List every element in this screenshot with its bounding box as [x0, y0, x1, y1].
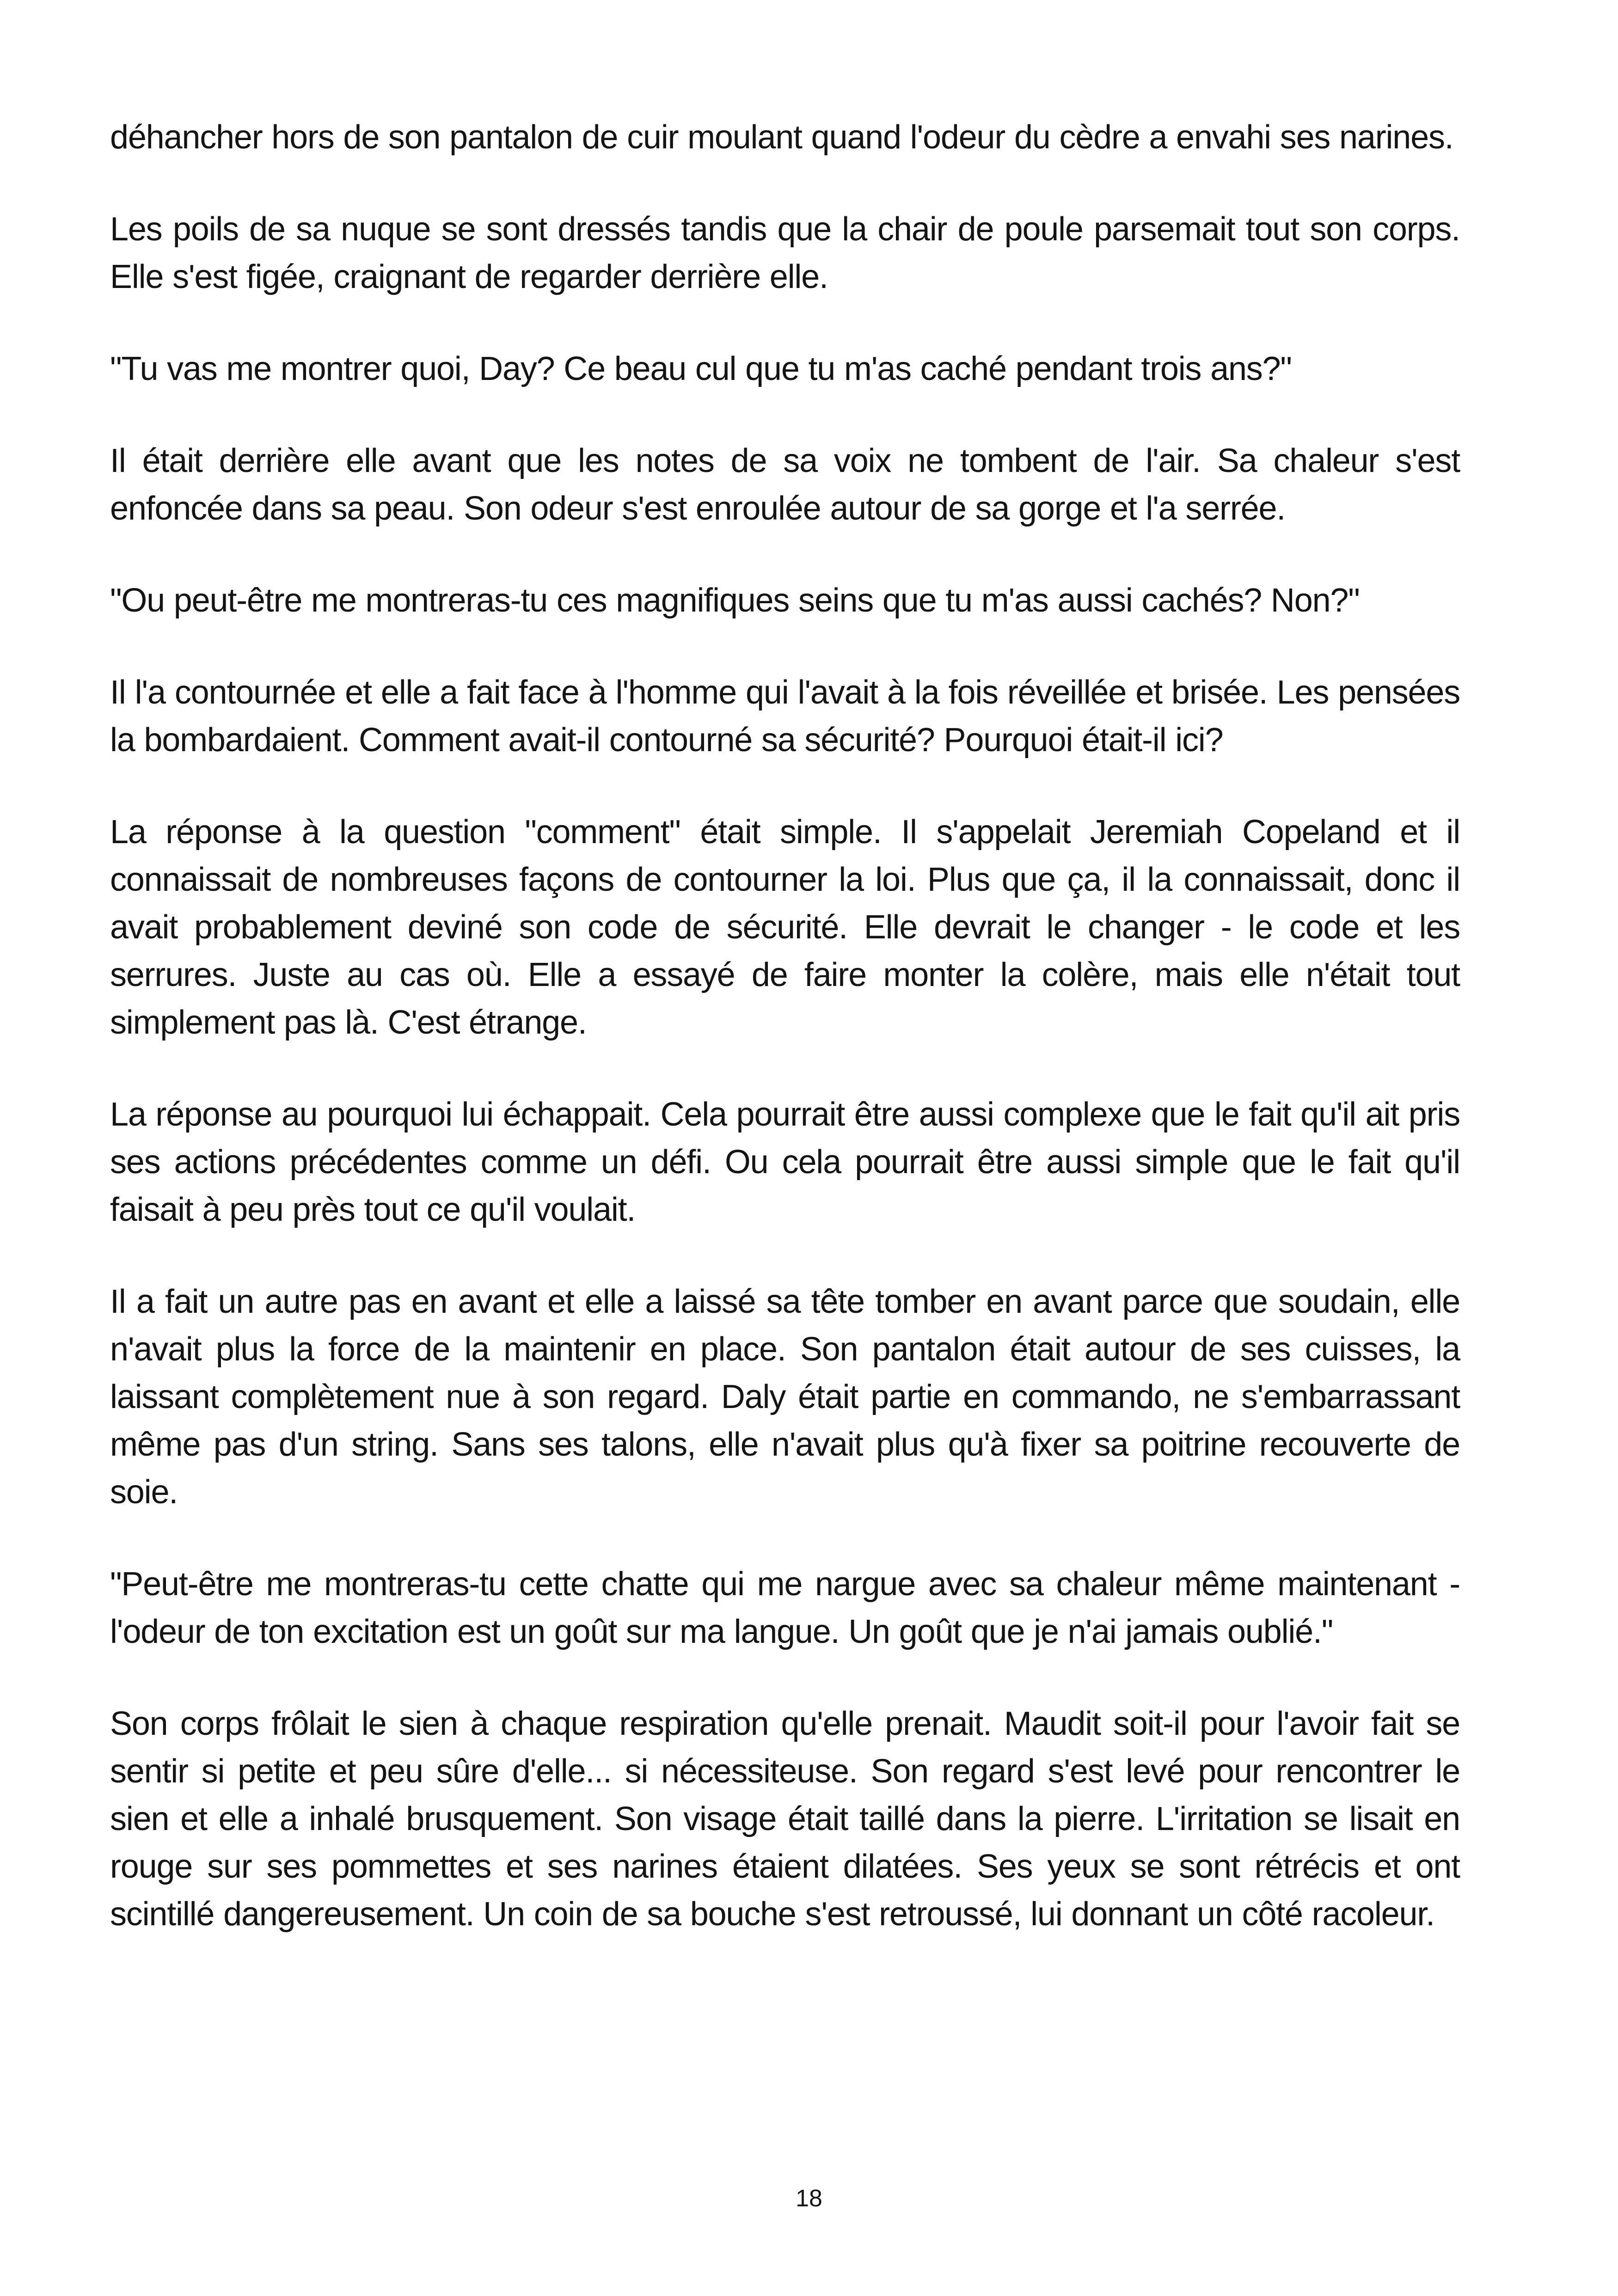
paragraph: Il l'a contournée et elle a fait face à l'homme qui l'avait à la fois réveillée et brisée. Les pensées la bombardaient. Comment avait-il contourné sa sécurité? Pourquoi était-il ici? [110, 674, 1460, 759]
paragraph: "Tu vas me montrer quoi, Day? Ce beau cul que tu m'as caché pendant trois ans?" [110, 350, 1292, 387]
paragraph: Son corps frôlait le sien à chaque respiration qu'elle prenait. Maudit soit-il pour l'avoir fait se sentir si petite et peu sûre d'elle... si nécessiteuse. Son regard s'est levé pour rencontrer le sien et elle a inhalé brusquement. Son visage était taillé dans la pierre. L'irritation se lisait en rouge sur ses pommettes et ses narines étaient dilatées. Ses yeux se sont rétrécis et ont scintillé dangereusement. Un coin de sa bouche s'est retroussé, lui donnant un côté racoleur. [110, 1705, 1460, 1933]
paragraph: "Peut-être me montreras-tu cette chatte qui me nargue avec sa chaleur même maintenant - l'odeur de ton excitation est un goût sur ma langue. Un goût que je n'ai jamais oublié." [110, 1566, 1460, 1650]
paragraph: La réponse au pourquoi lui échappait. Cela pourrait être aussi complexe que le fait qu'il ait pris ses actions précédentes comme un défi. Ou cela pourrait être aussi simple que le fait qu'il faisait à peu près tout ce qu'il voulait. [110, 1096, 1460, 1228]
paragraph: Il a fait un autre pas en avant et elle a laissé sa tête tomber en avant parce que soudain, elle n'avait plus la force de la maintenir en place. Son pantalon était autour de ses cuisses, la laissant complètement nue à son regard. Daly était partie en commando, ne s'embarrassant même pas d'un string. Sans ses talons, elle n'avait plus qu'à fixer sa poitrine recouverte de soie. [110, 1283, 1460, 1511]
paragraph: La réponse à la question "comment" était simple. Il s'appelait Jeremiah Copeland et il connaissait de nombreuses façons de contourner la loi. Plus que ça, il la connaissait, donc il avait probablement deviné son code de sécurité. Elle devrait le changer - le code et les serrures. Juste au cas où. Elle a essayé de faire monter la colère, mais elle n'était tout simplement pas là. C'est étrange. [110, 814, 1460, 1041]
paragraph: Les poils de sa nuque se sont dressés tandis que la chair de poule parsemait tout son corps. Elle s'est figée, craignant de regarder derrière elle. [110, 211, 1460, 295]
paragraph: "Ou peut-être me montreras-tu ces magnifiques seins que tu m'as aussi cachés? Non?" [110, 582, 1360, 619]
paragraph: déhancher hors de son pantalon de cuir moulant quand l'odeur du cèdre a envahi ses narines. [110, 119, 1453, 156]
text-body [110, 114, 1460, 1983]
page-number: 18 [796, 2185, 822, 2212]
paragraph: Il était derrière elle avant que les notes de sa voix ne tombent de l'air. Sa chaleur s'est enfoncée dans sa peau. Son odeur s'est enroulée autour de sa gorge et l'a serrée. [110, 442, 1460, 527]
